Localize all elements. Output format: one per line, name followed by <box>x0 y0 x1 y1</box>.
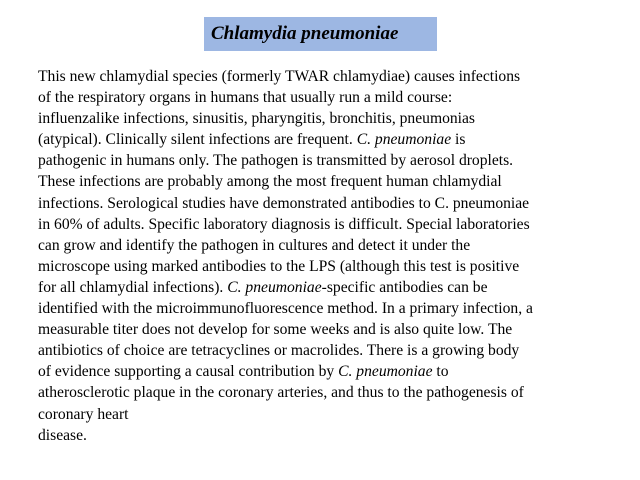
text-line <box>38 87 618 108</box>
text-line <box>38 298 618 319</box>
text-segment: is <box>451 131 466 149</box>
text-line <box>38 171 618 192</box>
text-segment: antibiotics of choice are tetracyclines or macrolides. There is a growing body <box>38 342 520 360</box>
text-line <box>38 361 618 382</box>
text-line <box>38 150 618 171</box>
text-line <box>38 66 618 87</box>
text-segment: microscope using marked antibodies to the LPS (although this test is positive <box>38 257 520 275</box>
body-paragraph <box>38 66 618 446</box>
text-segment: infections. Serological studies have demonstrated antibodies to C. pneumoniae <box>38 194 530 212</box>
text-line <box>38 340 618 361</box>
text-segment: in 60% of adults. Specific laboratory diagnosis is difficult. Special laboratories <box>38 215 530 233</box>
text-segment: to <box>432 363 449 381</box>
text-segment: disease. <box>38 426 87 444</box>
text-line <box>38 256 618 277</box>
text-line <box>38 382 618 403</box>
text-segment: for all chlamydial infections). <box>38 278 228 296</box>
title-banner <box>204 17 437 51</box>
text-segment: of the respiratory organs in humans that usually run a mild course: <box>38 89 453 107</box>
text-segment: coronary heart <box>38 405 129 423</box>
text-segment: (atypical). Clinically silent infections are frequent. <box>38 131 357 149</box>
text-line <box>38 108 618 129</box>
text-segment: These infections are probably among the most frequent human chlamydial <box>38 173 502 191</box>
text-segment: can grow and identify the pathogen in cultures and detect it under the <box>38 236 471 254</box>
italic-species-name: C. pneumoniae <box>338 363 433 381</box>
text-segment: measurable titer does not develop for some weeks and is also quite low. The <box>38 321 513 339</box>
text-line <box>38 235 618 256</box>
page-title: Chlamydia pneumoniae <box>211 23 399 44</box>
text-segment: influenzalike infections, sinusitis, pharyngitis, bronchitis, pneumonias <box>38 110 475 128</box>
text-segment: -specific antibodies can be <box>321 278 488 296</box>
text-segment: pathogenic in humans only. The pathogen is transmitted by aerosol droplets. <box>38 152 514 170</box>
text-line <box>38 319 618 340</box>
text-line <box>38 404 618 425</box>
text-segment: This new chlamydial species (formerly TWAR chlamydiae) causes infections <box>38 68 521 85</box>
text-segment: of evidence supporting a causal contribution by <box>38 363 339 381</box>
text-line <box>38 425 618 446</box>
text-segment: identified with the microimmunofluorescence method. In a primary infection, a <box>38 300 533 318</box>
text-line <box>38 277 618 298</box>
italic-species-name: C. pneumoniae <box>356 131 452 149</box>
italic-species-name: C. pneumoniae <box>227 278 322 296</box>
text-segment: atherosclerotic plaque in the coronary arteries, and thus to the pathogenesis of <box>38 384 524 402</box>
text-line <box>38 193 618 214</box>
text-line <box>38 129 618 150</box>
text-line <box>38 214 618 235</box>
